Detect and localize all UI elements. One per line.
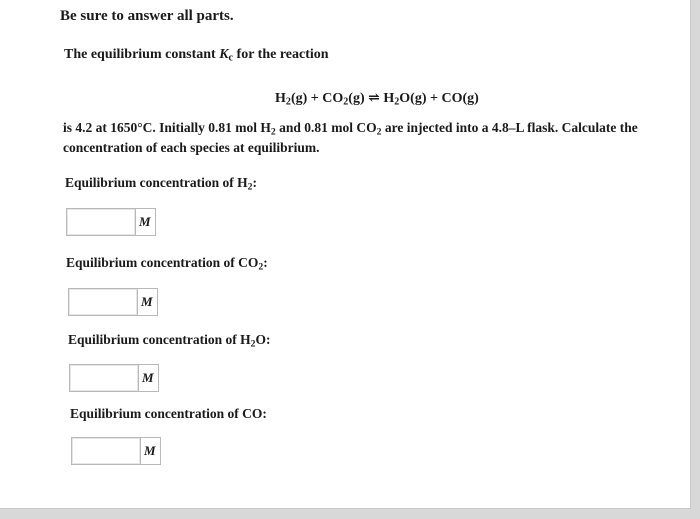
problem-text-a: is 4.2 at 1650°C. Initially 0.81 mol H bbox=[63, 120, 271, 135]
q2-prefix: Equilibrium concentration of CO bbox=[66, 255, 259, 270]
reaction-equation bbox=[275, 90, 479, 107]
h2-concentration-input[interactable] bbox=[66, 208, 136, 236]
intro-before: The equilibrium constant bbox=[64, 47, 220, 62]
problem-sub-1: 2 bbox=[270, 126, 276, 138]
question-co-label bbox=[70, 406, 267, 422]
co-unit-label: M bbox=[140, 437, 161, 465]
problem-line-2: concentration of each species at equilibrium. bbox=[63, 140, 320, 155]
q3-sub: 2 bbox=[250, 338, 256, 350]
q1-suffix: : bbox=[252, 175, 257, 190]
q4-prefix: Equilibrium concentration of CO: bbox=[70, 406, 267, 421]
q3-prefix: Equilibrium concentration of H bbox=[68, 332, 251, 347]
product-h-sub: 2 bbox=[394, 96, 400, 108]
co2-concentration-input[interactable] bbox=[68, 288, 138, 316]
reactant-h: H bbox=[275, 91, 286, 106]
co-concentration-input[interactable] bbox=[71, 437, 141, 465]
equilibrium-arrow-icon: ⇌ bbox=[368, 91, 380, 106]
h2o-unit-label: M bbox=[138, 364, 159, 392]
reactant-h-state: (g) + CO bbox=[290, 91, 344, 106]
question-h2o-label bbox=[68, 332, 271, 348]
h2-unit-label: M bbox=[135, 208, 156, 236]
problem-line-1 bbox=[63, 120, 638, 136]
reactant-co-state: (g) bbox=[348, 91, 369, 106]
reactant-co-sub: 2 bbox=[343, 96, 349, 108]
intro-after: for the reaction bbox=[233, 47, 329, 62]
q3-suffix: O: bbox=[255, 332, 271, 347]
h2o-concentration-input[interactable] bbox=[69, 364, 139, 392]
k-symbol: K bbox=[219, 47, 229, 62]
k-subscript: c bbox=[228, 52, 234, 64]
reactant-h-sub: 2 bbox=[285, 96, 291, 108]
question-co2-label bbox=[66, 255, 268, 271]
intro-text bbox=[64, 47, 329, 63]
co2-unit-label: M bbox=[137, 288, 158, 316]
instruction-text: Be sure to answer all parts. bbox=[60, 8, 234, 24]
q1-sub: 2 bbox=[247, 181, 253, 193]
question-h2-label bbox=[65, 175, 257, 191]
product-h: H bbox=[379, 91, 395, 106]
q2-suffix: : bbox=[263, 255, 268, 270]
product-rest: O(g) + CO(g) bbox=[399, 91, 479, 106]
problem-text-c: are injected into a 4.8–L flask. Calculate the bbox=[381, 120, 638, 135]
problem-sub-2: 2 bbox=[376, 126, 382, 138]
q1-prefix: Equilibrium concentration of H bbox=[65, 175, 248, 190]
q2-sub: 2 bbox=[258, 261, 264, 273]
problem-text-b: and 0.81 mol CO bbox=[275, 120, 377, 135]
